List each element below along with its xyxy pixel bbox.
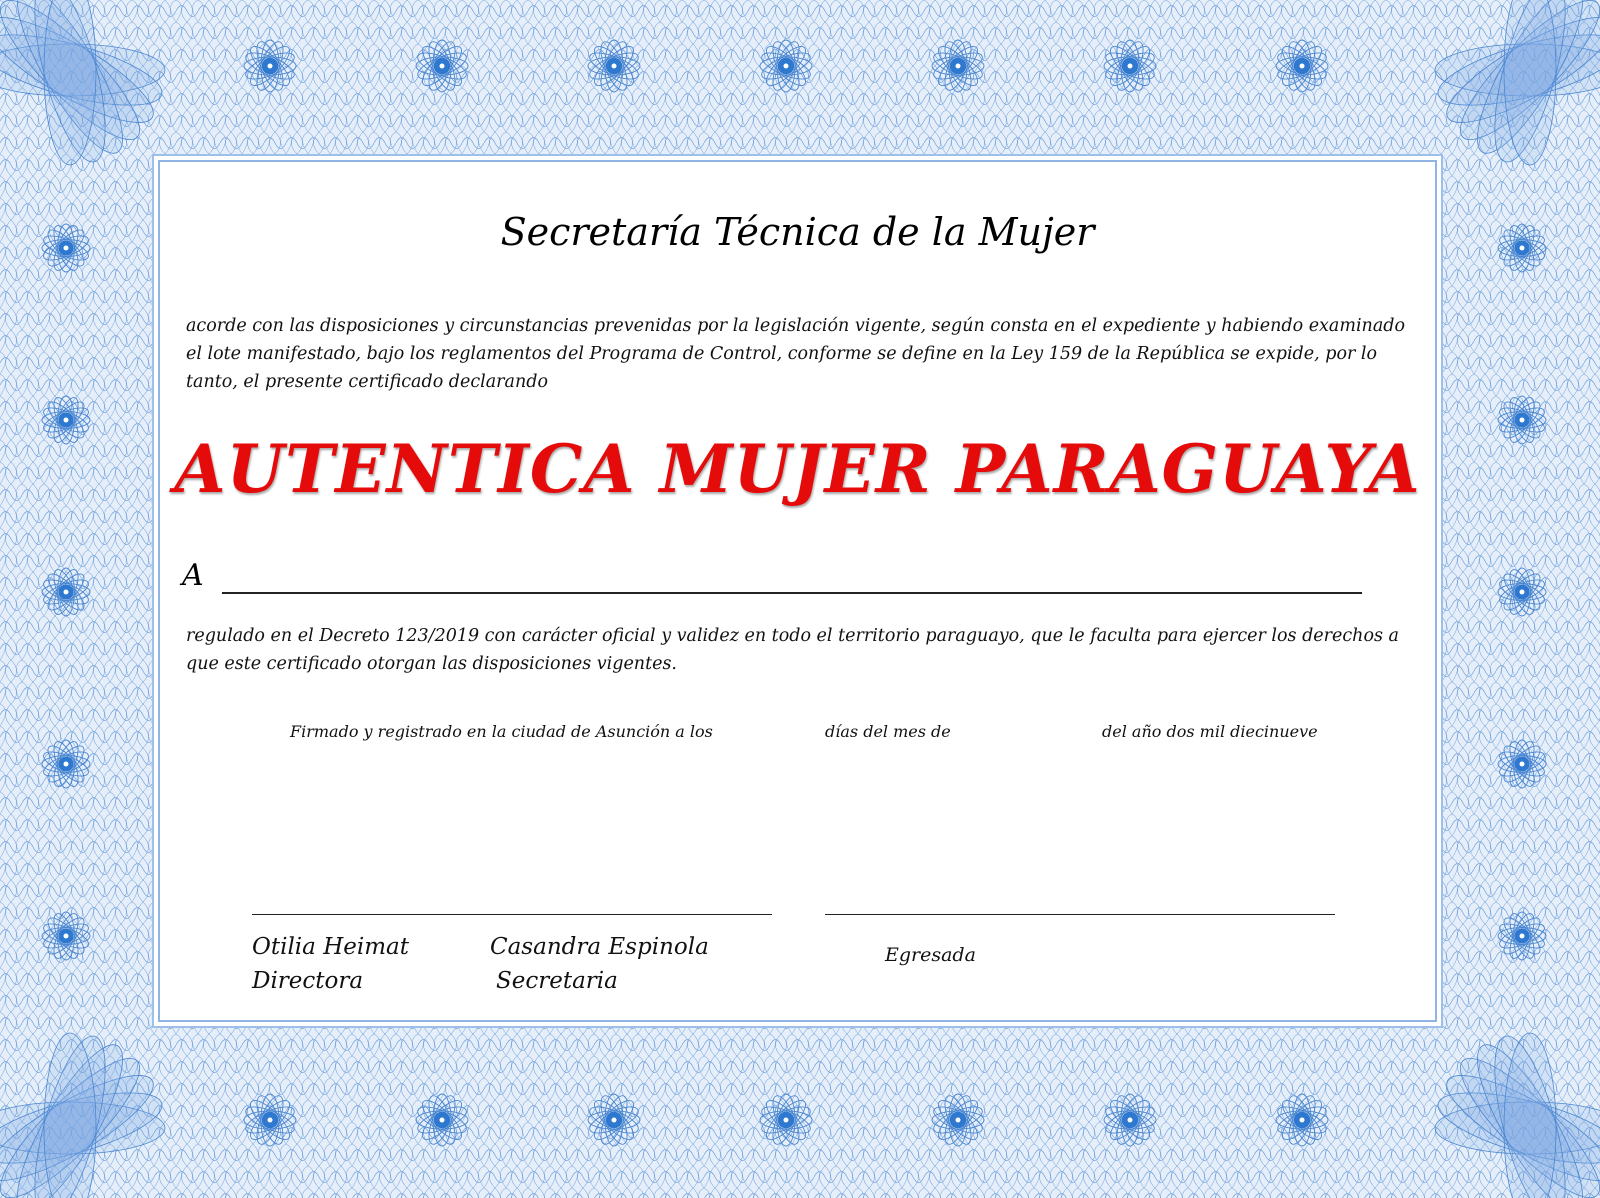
signer1-role: Directora [252, 968, 364, 994]
graduate-label: Egresada [885, 944, 976, 966]
signed-month-text: días del mes de [825, 722, 951, 741]
signed-year-text: del año dos mil diecinueve [1102, 722, 1318, 741]
body-paragraph: regulado en el Decreto 123/2019 con carácter oficial y validez en todo el territorio paraguayo, que le faculta para ejercer los derechos a que este certificado otorgan las disposiciones vigentes. [186, 626, 1399, 674]
certificate-headline: AUTENTICA MUJER PARAGUAYA [174, 430, 1421, 508]
officials-signature-line [252, 914, 772, 915]
certificate-panel [160, 162, 1435, 1020]
intro-paragraph: acorde con las disposiciones y circunstancias prevenidas por la legislación vigente, según consta en el expediente y habiendo examinado el lote manifestado, bajo los reglamentos del Programa de Control, conforme se define en la Ley 159 de la República se expide, por lo tanto, el presente certificado declarando [186, 316, 1405, 392]
graduate-signature-line [825, 914, 1335, 915]
issuer-title: Secretaría Técnica de la Mujer [500, 210, 1095, 254]
signer2-role: Secretaria [496, 968, 618, 994]
recipient-name-line [222, 592, 1362, 594]
recipient-prefix: A [182, 558, 204, 593]
signer2-name: Casandra Espinola [490, 934, 709, 960]
signed-location-text: Firmado y registrado en la ciudad de Asunción a los [290, 722, 713, 741]
signer1-name: Otilia Heimat [252, 934, 409, 960]
